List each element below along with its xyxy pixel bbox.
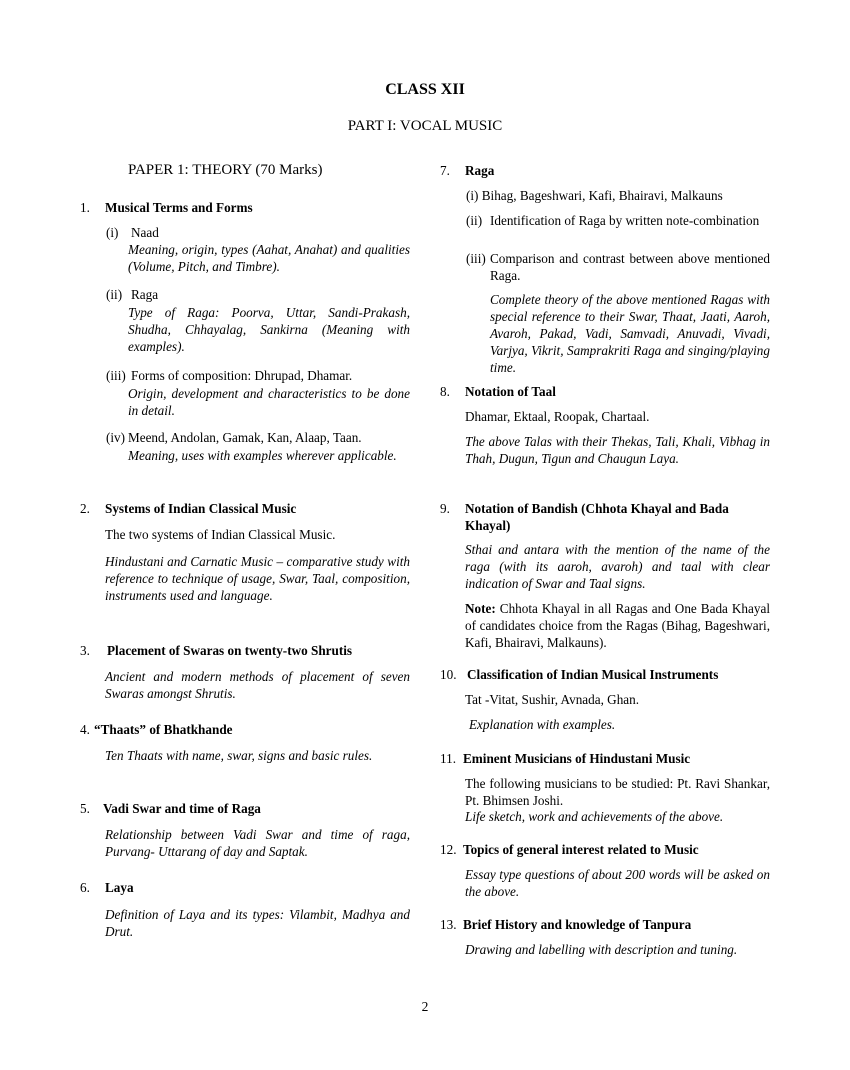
section-heading-shrutis: Placement of Swaras on twenty-two Shrutis	[107, 643, 353, 658]
section-text: The following musicians to be studied: Pt. Ravi Shankar, Pt. Bhimsen Joshi.	[465, 776, 770, 808]
section-number: 11.	[440, 751, 456, 766]
section-heading-thaats: “Thaats” of Bhatkhande	[94, 722, 233, 737]
section-text-italic: Complete theory of the above mentioned Ragas with special reference to their Swar, Thaat, Jaati, Aaroh, Avaroh, Pakad, Vadi, Samvadi, Anuvadi, Vivadi, Varjya, Vikrit, Samprakriti Raga and singing/playing time.	[490, 292, 770, 375]
section-text: Dhamar, Ektaal, Roopak, Chartaal.	[465, 409, 650, 424]
item-text-meend: Meaning, uses with examples wherever applicable.	[128, 448, 397, 463]
section-heading-bandish: Notation of Bandish (Chhota Khayal and Bada Khayal)	[465, 501, 729, 533]
list-item: (i) Bihag, Bageshwari, Kafi, Bhairavi, Malkauns	[466, 188, 723, 203]
item-text-forms: Origin, development and characteristics to be done in detail.	[128, 386, 410, 418]
page-number: 2	[421, 999, 429, 1014]
section-number: 12.	[440, 842, 457, 857]
section-text-italic: Life sketch, work and achievements of the above.	[465, 809, 724, 824]
item-text-raga-types: Type of Raga: Poorva, Uttar, Sandi-Prakash, Shudha, Chhayalag, Sankirna (Meaning with examples).	[128, 305, 410, 354]
section-heading-vadi: Vadi Swar and time of Raga	[103, 801, 261, 816]
list-item: Comparison and contrast between above mentioned Raga.	[490, 251, 770, 283]
section-number: 8.	[440, 384, 450, 399]
section-text-italic: Sthai and antara with the mention of the name of the raga (with its aaroh, avaroh) and taal with clear indication of Swar and Taal signs.	[465, 542, 770, 591]
item-label: (iii)	[466, 251, 486, 266]
section-number: 13.	[440, 917, 457, 932]
section-text-italic: Relationship between Vadi Swar and time of raga, Purvang- Uttarang of day and Saptak.	[105, 827, 410, 859]
section-text-italic: Drawing and labelling with description and tuning.	[465, 942, 738, 957]
page-title: CLASS XII	[385, 81, 465, 98]
item-title-forms: Forms of composition: Dhrupad, Dhamar.	[131, 368, 353, 383]
section-heading-notation-taal: Notation of Taal	[465, 384, 556, 399]
section-number: 9.	[440, 501, 450, 516]
section-heading-systems: Systems of Indian Classical Music	[105, 501, 297, 516]
section-number: 1.	[80, 200, 90, 215]
section-number: 4.	[80, 722, 90, 737]
section-note	[465, 600, 770, 651]
item-label: (ii)	[106, 287, 123, 302]
part-heading: PART I: VOCAL MUSIC	[347, 118, 503, 134]
item-label: (i)	[106, 225, 119, 240]
section-number: 6.	[80, 880, 90, 895]
section-text-italic: Explanation with examples.	[469, 717, 616, 732]
section-heading-musicians: Eminent Musicians of Hindustani Music	[463, 751, 691, 766]
section-heading-instruments: Classification of Indian Musical Instruments	[467, 667, 719, 682]
section-number: 7.	[440, 163, 450, 178]
section-text: The two systems of Indian Classical Music.	[105, 527, 336, 542]
item-label: (iii)	[106, 368, 126, 383]
section-text-italic: Ancient and modern methods of placement of seven Swaras amongst Shrutis.	[105, 669, 410, 701]
section-heading-laya: Laya	[105, 880, 134, 895]
section-text: Tat -Vitat, Sushir, Avnada, Ghan.	[465, 692, 640, 707]
section-text-italic: Essay type questions of about 200 words will be asked on the above.	[465, 867, 770, 899]
item-text-naad: Meaning, origin, types (Aahat, Anahat) and qualities (Volume, Pitch, and Timbre).	[128, 242, 410, 274]
item-title-raga: Raga	[131, 287, 159, 302]
item-title-meend: Meend, Andolan, Gamak, Kan, Alaap, Taan.	[128, 430, 362, 445]
note-label: Note:	[465, 601, 496, 616]
section-heading-topics: Topics of general interest related to Music	[463, 842, 699, 857]
section-number: 2.	[80, 501, 90, 516]
section-heading-raga: Raga	[465, 163, 495, 178]
section-text-italic: Hindustani and Carnatic Music – comparative study with reference to technique of usage, Swar, Taal, composition, instruments used and language.	[105, 554, 410, 603]
section-heading-tanpura: Brief History and knowledge of Tanpura	[463, 917, 692, 932]
list-item: Identification of Raga by written note-combination	[490, 213, 760, 228]
item-title-naad: Naad	[131, 225, 159, 240]
section-text-italic: Definition of Laya and its types: Vilambit, Madhya and Drut.	[105, 907, 410, 939]
note-text: Chhota Khayal in all Ragas and One Bada Khayal of candidates choice from the Ragas (Bihag, Bageshwari, Kafi, Bhairavi, Malkauns).	[465, 601, 770, 650]
section-number: 10.	[440, 667, 457, 682]
paper-heading: PAPER 1: THEORY (70 Marks)	[128, 162, 323, 178]
section-text-italic: Ten Thaats with name, swar, signs and basic rules.	[105, 748, 373, 763]
section-heading-musical-terms: Musical Terms and Forms	[105, 200, 253, 215]
item-label: (ii)	[466, 213, 483, 228]
section-number: 3.	[80, 643, 90, 658]
section-number: 5.	[80, 801, 90, 816]
item-label: (iv)	[106, 430, 126, 445]
section-text-italic: The above Talas with their Thekas, Tali, Khali, Vibhag in Thah, Dugun, Tigun and Chaugun Laya.	[465, 434, 770, 466]
